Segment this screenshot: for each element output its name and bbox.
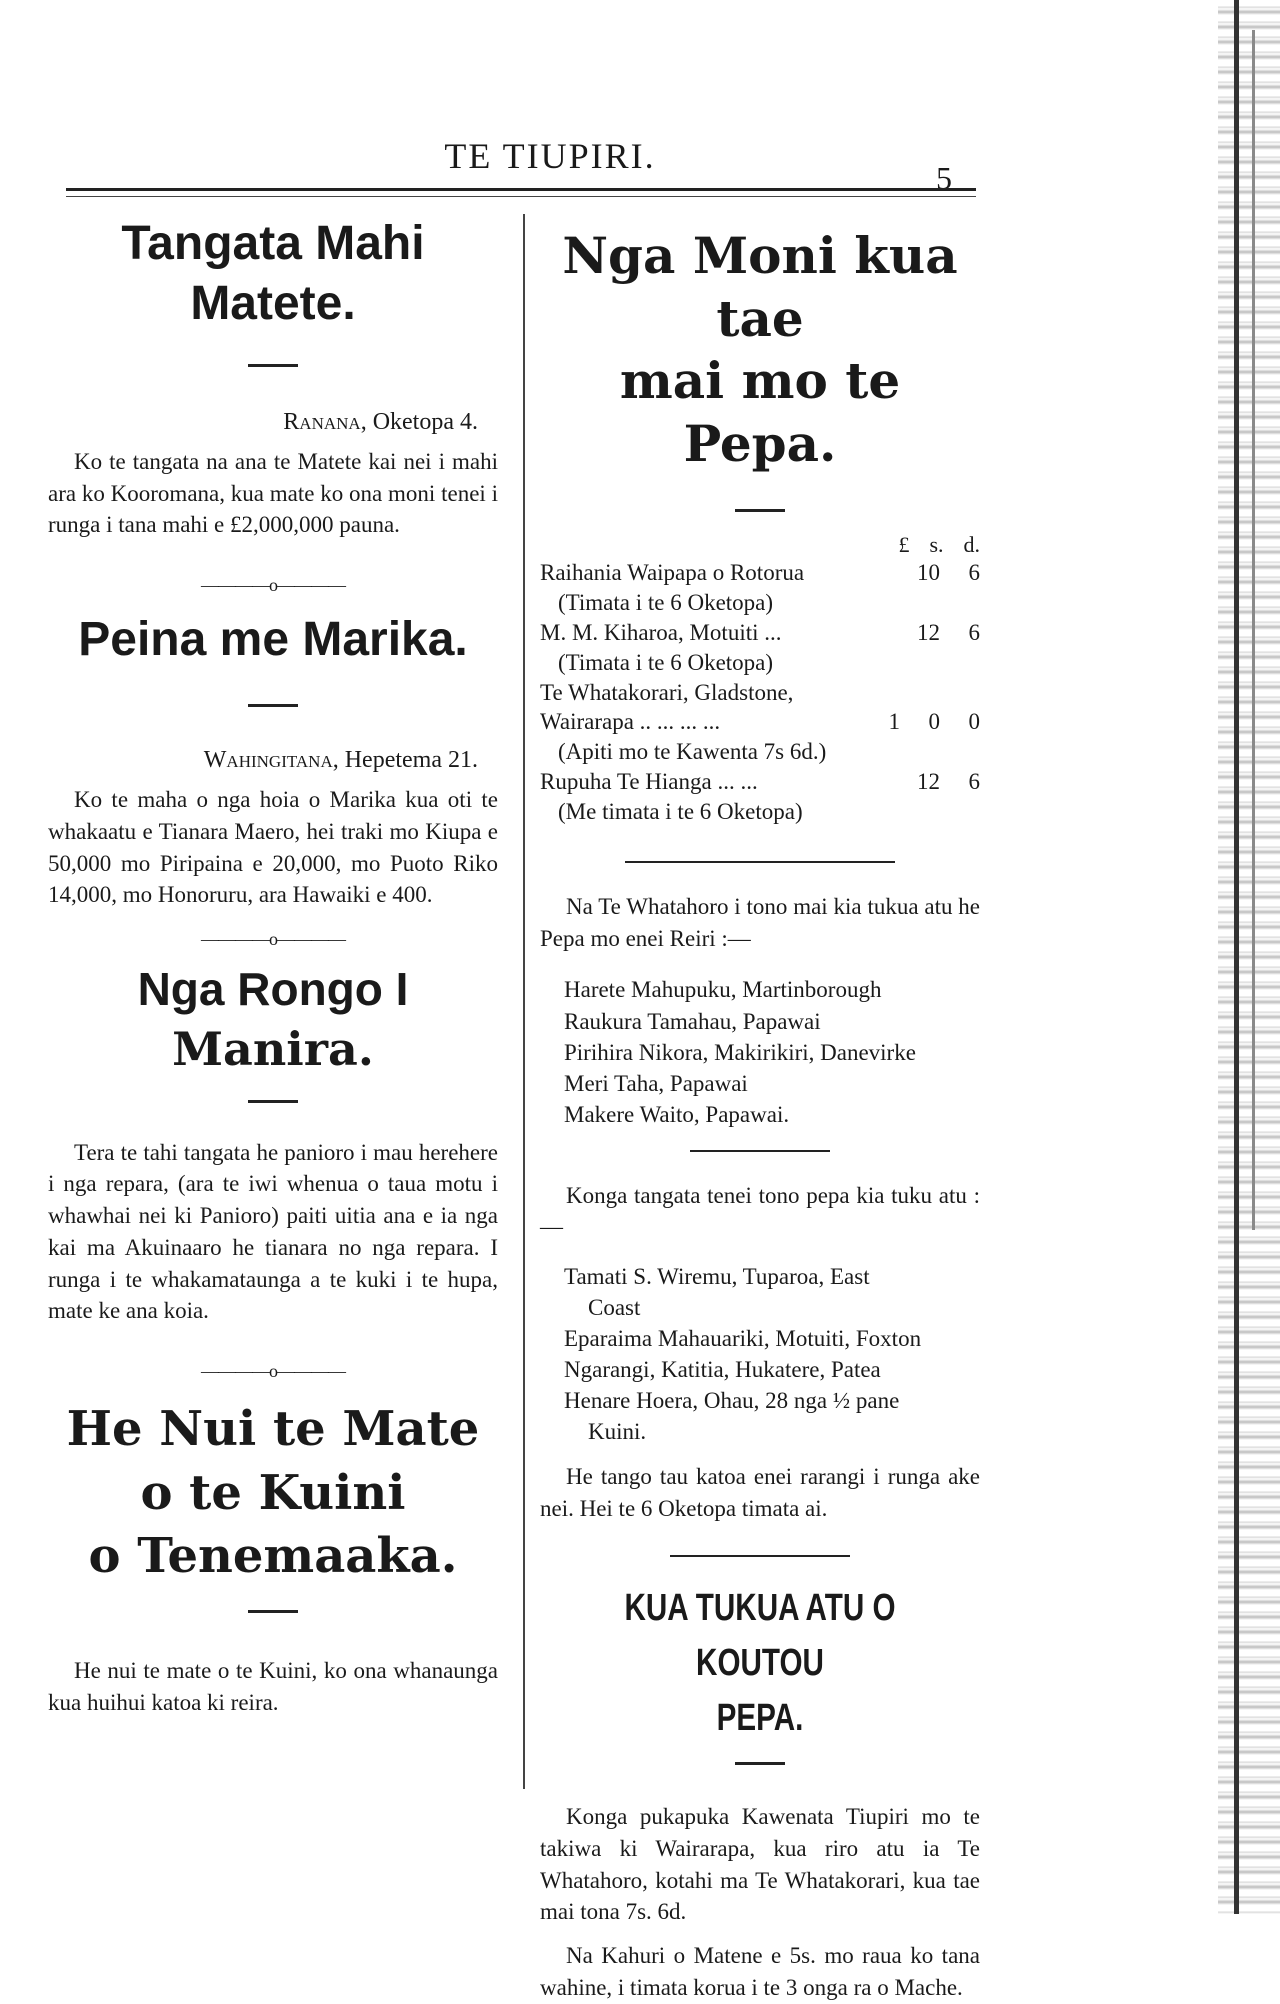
section-donations [540, 225, 980, 827]
donation-note: (Apiti mo te Kawenta 7s 6d.) [558, 739, 827, 765]
dateline-date: , Oketopa 4. [360, 409, 478, 435]
list-item-main: Henare Hoera, Ohau, 28 nga ½ pane [564, 1388, 900, 1414]
donation-amount [870, 678, 980, 738]
donation-note: (Timata i te 6 Oketopa) [558, 649, 774, 675]
amount-pence: 6 [968, 560, 980, 585]
section-whatahoro-request [540, 891, 980, 1130]
donation-entry [540, 678, 980, 768]
header-rule [66, 188, 976, 191]
dateline [48, 409, 498, 436]
amount-shillings: 10 [917, 560, 940, 585]
list-item-continuation: Coast [588, 1295, 641, 1321]
headline-line: mai mo te Pepa. [619, 351, 901, 473]
donation-note-row [540, 588, 980, 618]
headline-line: o te Kuini [140, 1464, 406, 1521]
currency-pounds: £ [898, 532, 910, 557]
notice-paragraph: Konga pukapuka Kawenata Tiupiri mo te takiwa ki Wairarapa, kua riro atu ia Te Whatahoro, kotahi ma Te Whatakorari, kua tae mai tona 7s. 6d. [540, 1804, 980, 1925]
right-column [540, 225, 980, 2004]
amount-pence: 0 [968, 709, 980, 735]
article-headline: Peina me Marika. [78, 613, 468, 667]
donation-row [540, 767, 980, 797]
section-rule [625, 861, 895, 863]
donation-amount [870, 618, 980, 648]
separator: ————o———— [201, 1361, 345, 1382]
konga-note: He tango tau katoa enei rarangi i runga ake nei. Hei te 6 Oketopa timata ai. [540, 1464, 980, 1522]
list-item-continuation: Kuini. [588, 1419, 647, 1445]
separator: ————o———— [201, 575, 345, 596]
list-item-main: Eparaima Mahauariki, Motuiti, Foxton [564, 1326, 922, 1352]
amount-shillings: 12 [917, 769, 940, 795]
section-rule [670, 1555, 850, 1557]
donor-name: M. M. Kiharoa, Motuiti ... [540, 619, 782, 645]
headline-line: PEPA. [716, 1697, 804, 1740]
short-rule [248, 704, 298, 707]
short-rule [248, 1610, 298, 1613]
donation-row [540, 558, 980, 588]
dateline [48, 747, 498, 774]
currency-pence: d. [963, 532, 980, 557]
section-kua-tukua-atu [540, 1581, 980, 2004]
scan-edge [1218, 0, 1280, 1914]
amount-pence: 6 [968, 769, 980, 795]
article-body: Tera te tahi tangata he panioro i mau herehere i nga repara, (ara te iwi whenua o taua motu i whawhai nei ki Panioro) paiti uitia ana e ia nga kai ma Akuinaaro he tianara no nga repara. I runga i te whakamataunga a te kuki i te hupa, mate ke ana koia. [48, 1139, 498, 1324]
amount-shillings: 12 [917, 619, 940, 645]
article-he-nui-te-mate [48, 1398, 498, 1719]
list-item [564, 1261, 980, 1323]
article-body: He nui te mate o te Kuini, ko ona whanaunga kua huihui katoa ki reira. [48, 1658, 498, 1715]
article-peina-me-marika [48, 610, 498, 911]
list-item: Harete Mahupuku, Martinborough [564, 977, 882, 1003]
donation-note: (Me timata i te 6 Oketopa) [558, 799, 803, 825]
donor-name: Rupuha Te Hianga ... ... [540, 769, 758, 795]
headline-line: Manira. [172, 1021, 374, 1076]
list-item [564, 1354, 980, 1385]
short-rule [248, 1100, 298, 1103]
currency-header [540, 532, 980, 558]
article-headline [48, 1398, 498, 1588]
article-headline [48, 214, 498, 334]
short-rule [248, 364, 298, 367]
amount-pounds [877, 767, 899, 797]
donation-entry [540, 618, 980, 678]
section-konga-tangata [540, 1180, 980, 1525]
article-nga-rongo-i-manira [48, 964, 498, 1327]
dateline-date: , Hepetema 21. [332, 747, 478, 774]
donation-row [540, 618, 980, 648]
list-item: Meri Taha, Papawai [564, 1070, 748, 1096]
list-item: Makere Waito, Papawai. [564, 1101, 790, 1127]
headline-line: Tangata Mahi [121, 217, 425, 270]
donation-note-row [540, 797, 980, 827]
list-item: Raukura Tamahau, Papawai [564, 1008, 821, 1034]
donation-entry [540, 558, 980, 618]
amount-pounds: 1 [888, 709, 900, 735]
donation-row [540, 678, 980, 738]
list-item [564, 1385, 980, 1447]
donation-note-row [540, 737, 980, 767]
donor-name: Raihania Waipapa o Rotorua [540, 560, 805, 585]
article-headline [48, 964, 498, 1015]
list-item [564, 1323, 980, 1354]
newspaper-title: TE TIUPIRI. [444, 136, 656, 176]
article-body: Ko te tangata na ana te Matete kai nei i mahi ara ko Kooromana, kua mate ko ona moni tenei i runga i tana mahi e £2,000,000 pauna. [48, 449, 498, 538]
page-number: 5 [936, 160, 952, 196]
headline-line: o Tenemaaka. [88, 1527, 458, 1584]
donations-headline [540, 225, 980, 475]
dateline-place: Ranana [283, 409, 361, 435]
donor-name: Te Whatakorari, Gladstone, Wairarapa .. ... ... ... [540, 679, 794, 735]
short-rule [735, 509, 785, 512]
header-rule-thin [66, 196, 976, 197]
amount-pounds [877, 618, 899, 648]
notice-headline [588, 1581, 931, 1746]
konga-intro: Konga tangata tenei tono pepa kia tuku atu :— [540, 1182, 980, 1240]
konga-list [540, 1261, 980, 1447]
short-rule [735, 1762, 785, 1765]
amount-shillings: 0 [928, 709, 940, 735]
amount-pence: 6 [968, 619, 980, 645]
headline-line: Nga Moni kua tae [562, 226, 958, 348]
list-item-main: Tamati S. Wiremu, Tuparoa, East [564, 1264, 870, 1290]
donation-amount [870, 767, 980, 797]
article-headline-line2 [48, 1015, 498, 1084]
section-rule [690, 1150, 830, 1152]
scan-edge-line [1234, 0, 1239, 1914]
currency-shillings: s. [929, 532, 944, 557]
article-tangata-mahi-matete [48, 214, 498, 541]
headline-line: Matete. [190, 277, 356, 330]
headline-line: He Nui te Mate [66, 1401, 480, 1458]
headline-line: KUA TUKUA ATU O KOUTOU [624, 1586, 896, 1685]
reiri-list [540, 974, 980, 1129]
list-item: Pirihira Nikora, Makirikiri, Danevirke [564, 1039, 916, 1065]
dateline-place: Wahingitana [203, 747, 333, 774]
amount-pounds [877, 558, 899, 588]
scan-edge-line-secondary [1252, 30, 1255, 1230]
separator: ————o———— [201, 929, 345, 950]
donation-note-row [540, 648, 980, 678]
left-column [48, 210, 498, 1719]
donation-entry [540, 767, 980, 827]
notice-paragraph: Na Kahuri o Matene e 5s. mo raua ko tana wahine, i timata korua i te 3 onga ra o Mache. [540, 1943, 980, 2000]
article-body: Ko te maha o nga hoia o Marika kua oti te whakaatu e Tianara Maero, hei traki mo Kiupa e 50,000 mo Piripaina e 20,000, mo Puoto Riko 14,000, mo Honoruru, ara Hawaiki e 400. [48, 787, 498, 908]
list-item-main: Ngarangi, Katitia, Hukatere, Patea [564, 1357, 881, 1383]
whatahoro-intro: Na Te Whatahoro i tono mai kia tukua atu he Pepa mo enei Reiri :— [540, 894, 980, 951]
headline-line: Nga Rongo I [137, 963, 409, 1016]
donation-amount [870, 558, 980, 588]
column-divider [523, 214, 525, 1789]
donation-note: (Timata i te 6 Oketopa) [558, 589, 774, 615]
